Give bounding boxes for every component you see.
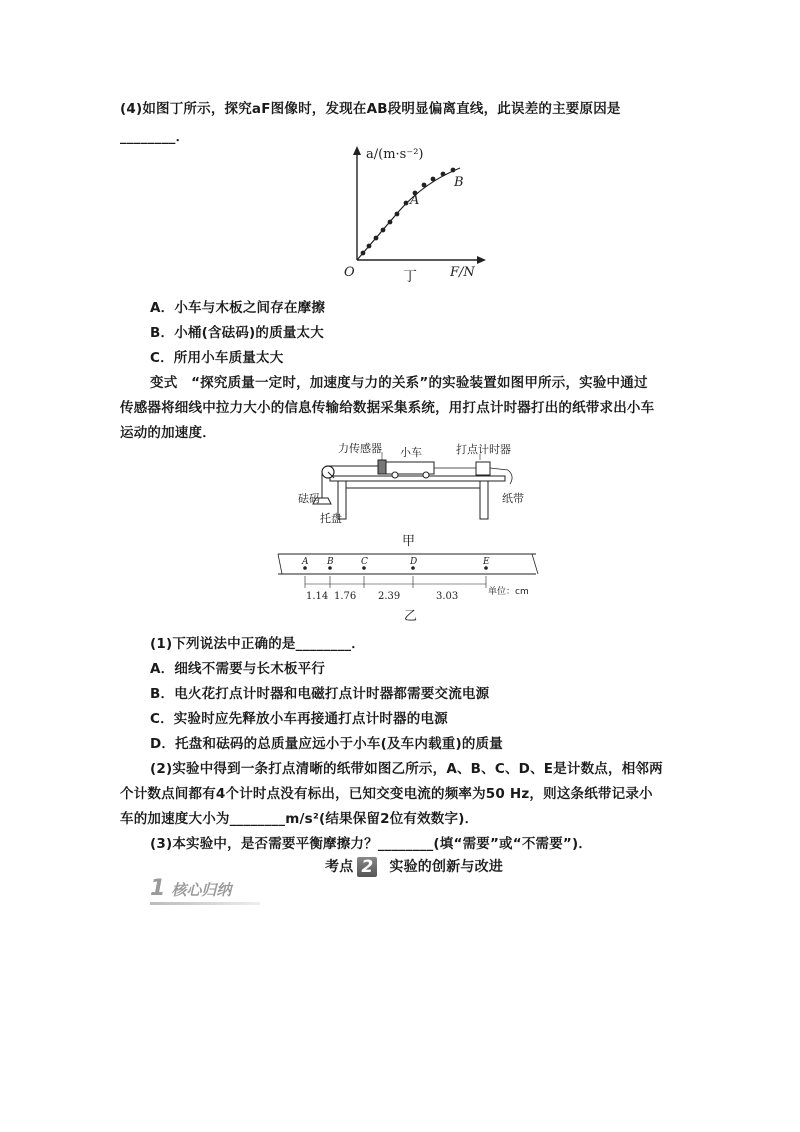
apparatus-caption: 甲 bbox=[402, 534, 416, 549]
core-summary-underline bbox=[150, 902, 260, 905]
apparatus-figure bbox=[290, 440, 530, 530]
variant-line2: 传感器将细线中拉力大小的信息传输给数据采集系统，用打点计时器打出的纸带求出小车 bbox=[120, 400, 655, 416]
label-weights: 砝码 bbox=[298, 492, 320, 505]
q4-line1: (4)如图丁所示，探究aF图像时，发现在AB段明显偏离直线，此误差的主要原因是 bbox=[120, 101, 621, 117]
q1-stem: (1)下列说法中正确的是________． bbox=[150, 636, 365, 652]
q2-line1: (2)实验中得到一条打点清晰的纸带如图乙所示，A、B、C、D、E是计数点，相邻两 bbox=[150, 761, 663, 777]
label-tray: 托盘 bbox=[320, 512, 342, 525]
core-summary-title: 核心归纳 bbox=[171, 881, 232, 899]
q4-option-c: C．所用小车质量太大 bbox=[150, 350, 284, 366]
label-sensor: 力传感器 bbox=[338, 442, 382, 455]
q2-line2: 个计数点间都有4个计时点没有标出，已知交变电流的频率为50 Hz，则这条纸带记录小 bbox=[120, 786, 653, 802]
q4-line2: ________． bbox=[120, 129, 190, 145]
graph-point-b: B bbox=[454, 175, 464, 190]
variant-line1: 变式 “探究质量一定时，加速度与力的关系”的实验装置如图甲所示，实验中通过 bbox=[150, 375, 648, 391]
graph-origin: O bbox=[344, 265, 355, 280]
tape-figure bbox=[276, 552, 542, 604]
tape-dist-de: 3.03 bbox=[436, 591, 459, 602]
tape-dist-bc: 1.76 bbox=[334, 591, 357, 602]
q2-line3: 车的加速度大小为________m/s²(结果保留2位有效数字)． bbox=[120, 811, 479, 827]
label-tape: 纸带 bbox=[502, 492, 524, 505]
variant-line3: 运动的加速度． bbox=[120, 425, 216, 441]
tape-point-c: C bbox=[361, 557, 368, 567]
tape-caption: 乙 bbox=[404, 609, 418, 624]
tape-point-e: E bbox=[483, 557, 490, 567]
q4-option-a: A．小车与木板之间存在摩擦 bbox=[150, 300, 326, 316]
q1-option-a: A．细线不需要与长木板平行 bbox=[150, 661, 326, 677]
q3-stem: (3)本实验中，是否需要平衡摩擦力？________(填“需要”或“不需要”)． bbox=[150, 836, 593, 852]
label-cart: 小车 bbox=[400, 446, 422, 459]
graph-caption: 丁 bbox=[403, 269, 418, 285]
data-points bbox=[361, 168, 456, 256]
q4-option-b: B．小桶(含砝码)的质量太大 bbox=[150, 325, 324, 341]
tape-dist-cd: 2.39 bbox=[378, 591, 401, 602]
q1-option-d: D．托盘和砝码的总质量应远小于小车(及车内载重)的质量 bbox=[150, 736, 503, 752]
label-timer: 打点计时器 bbox=[456, 443, 511, 456]
core-summary-heading bbox=[150, 876, 231, 901]
q1-option-c: C．实验时应先释放小车再接通打点计时器的电源 bbox=[150, 711, 448, 727]
section-number-badge: 2 bbox=[357, 857, 377, 877]
tape-unit: 单位：cm bbox=[488, 587, 529, 597]
graph-point-a: A bbox=[410, 193, 420, 208]
tape-point-a: A bbox=[302, 557, 309, 567]
q1-option-b: B．电火花打点计时器和电磁打点计时器都需要交流电源 bbox=[150, 686, 490, 702]
core-summary-number: 1 bbox=[150, 876, 166, 901]
section-title: 实验的创新与改进 bbox=[389, 859, 504, 875]
section-heading bbox=[325, 856, 503, 877]
tape-point-b: B bbox=[327, 557, 334, 567]
tape-point-d: D bbox=[410, 557, 418, 567]
section-kaodian: 考点 bbox=[325, 859, 354, 875]
graph-ylabel: a/(m·s⁻²) bbox=[366, 147, 424, 162]
graph-xlabel: F/N bbox=[450, 265, 475, 280]
tape-dist-ab: 1.14 bbox=[306, 591, 329, 602]
